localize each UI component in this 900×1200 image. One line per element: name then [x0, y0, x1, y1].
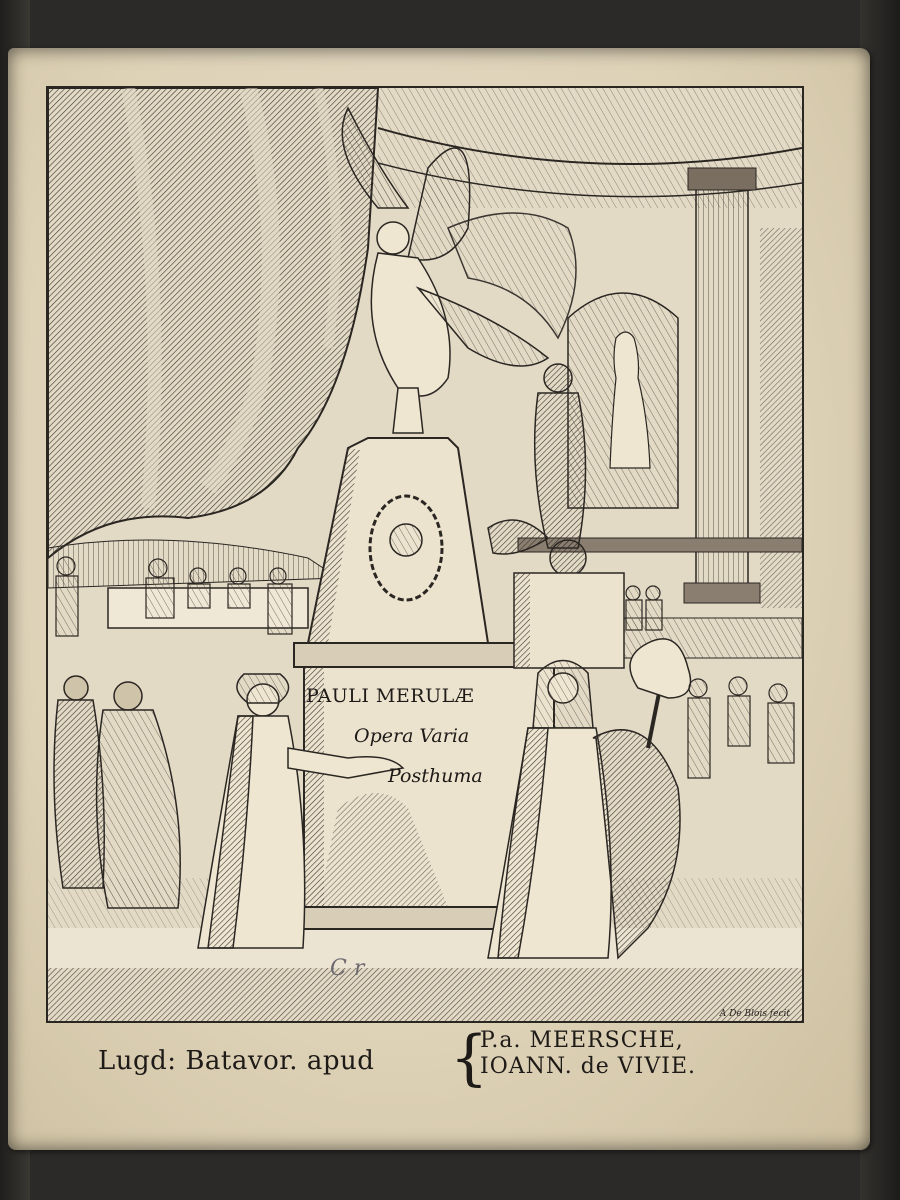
portrait-medallion: [390, 524, 422, 556]
engraved-frontispiece: [46, 86, 804, 1023]
title-work: Opera Varia: [354, 725, 470, 747]
pencil-annotation: C r: [330, 956, 365, 981]
column-right: [696, 178, 748, 598]
statue-plinth: [514, 573, 624, 668]
title-subtitle: Posthuma: [388, 765, 483, 787]
title-author: PAULI MERULÆ: [306, 685, 475, 707]
engraver-signature: A De Blois fecit: [719, 1009, 790, 1019]
curly-brace-icon: {: [450, 1023, 489, 1093]
publisher-line-1: P.a. MEERSCHE,: [480, 1028, 684, 1053]
floor-shadow: [48, 968, 802, 1021]
imprint-publishers: [480, 1028, 696, 1080]
imprint-place: Lugd: Batavor. apud: [98, 1046, 375, 1076]
engraving-illustration: [48, 88, 802, 1021]
imprint: [98, 1023, 798, 1098]
publisher-line-2: IOANN. de VIVIE.: [480, 1054, 696, 1079]
book-page: [8, 48, 870, 1150]
